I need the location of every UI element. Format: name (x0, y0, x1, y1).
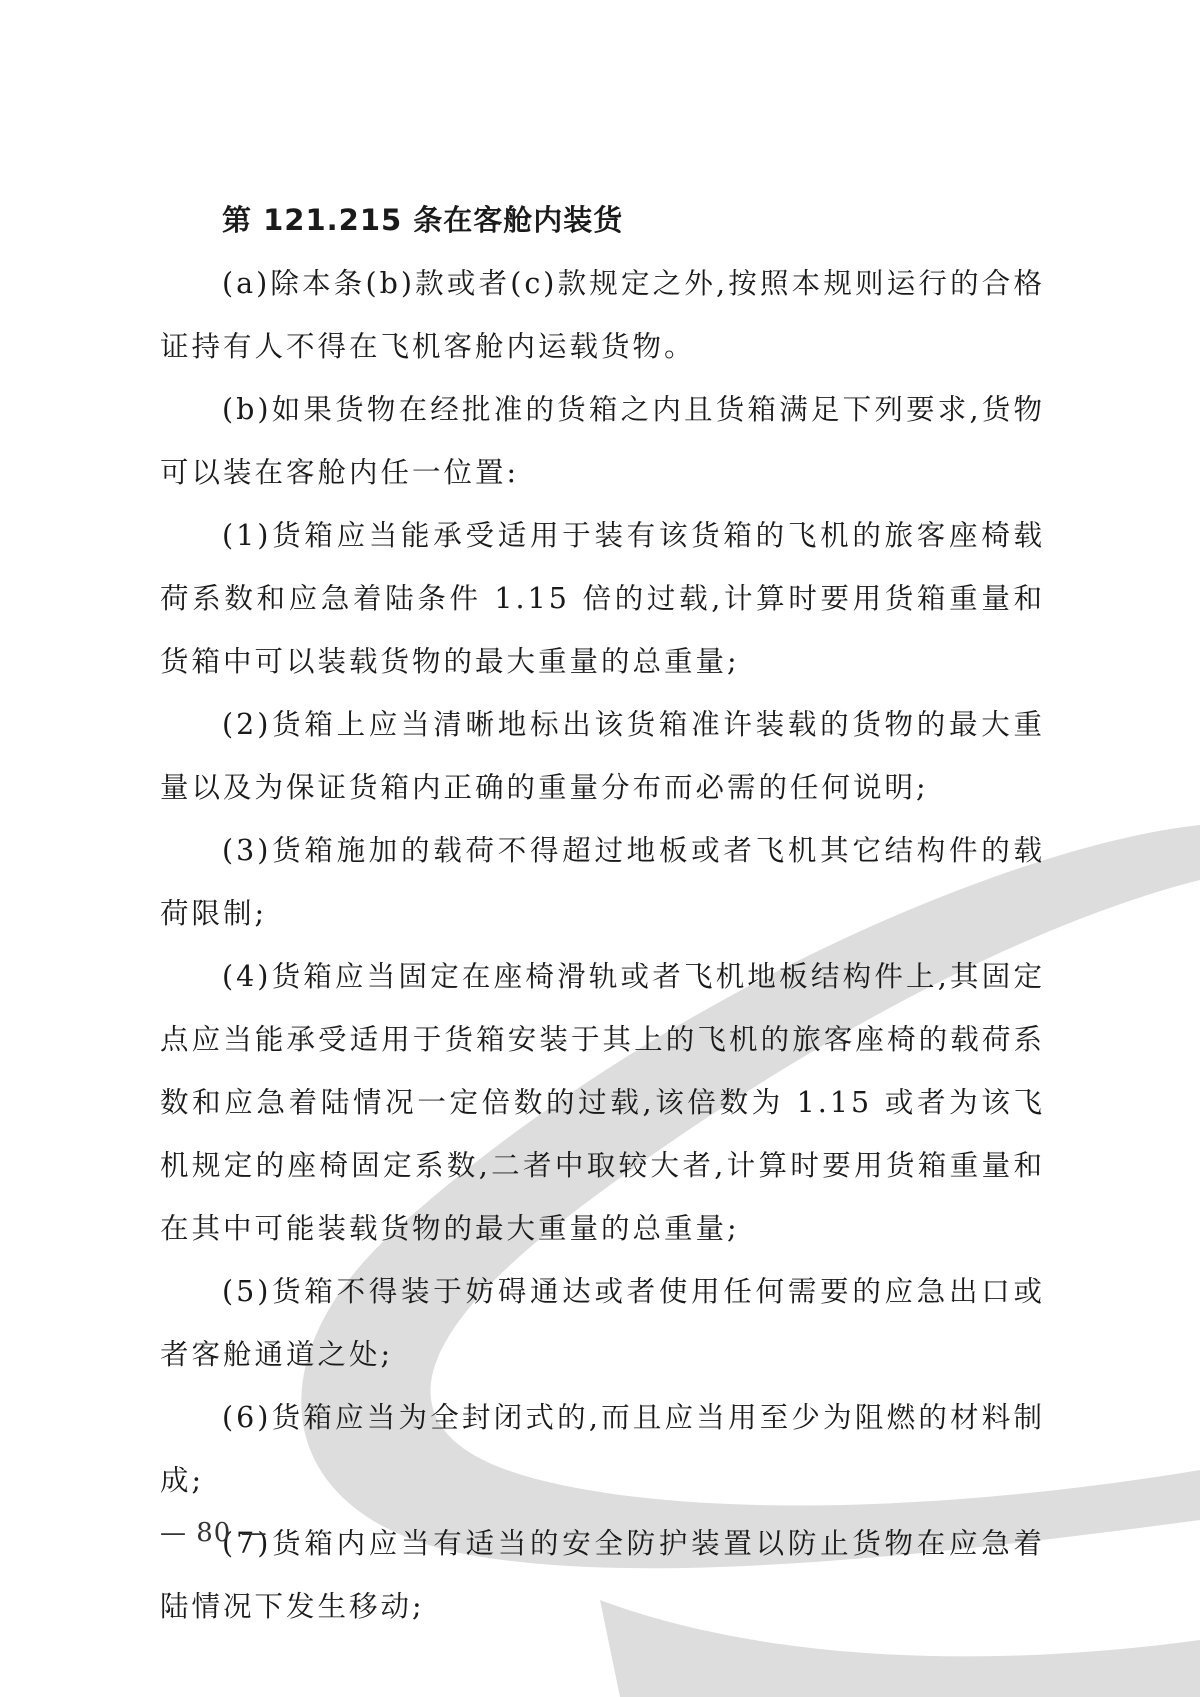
paragraph-a: (a)除本条(b)款或者(c)款规定之外,按照本规则运行的合格证持有人不得在飞机客舱内运载货物。 (160, 267, 1045, 363)
paragraph-item-7: (7)货箱内应当有适当的安全防护装置以防止货物在应急着陆情况下发生移动; (160, 1527, 1045, 1623)
paragraph-item-1: (1)货箱应当能承受适用于装有该货箱的飞机的旅客座椅载荷系数和应急着陆条件 1.15 倍的过载,计算时要用货箱重量和货箱中可以装载货物的最大重量的总重量; (160, 519, 1045, 678)
document-body (160, 200, 1045, 1638)
article-heading: 第 121.215 条在客舱内装货 (222, 203, 624, 237)
paragraph-b: (b)如果货物在经批准的货箱之内且货箱满足下列要求,货物可以装在客舱内任一位置: (160, 393, 1045, 489)
paragraph-item-5: (5)货箱不得装于妨碍通达或者使用任何需要的应急出口或者客舱通道之处; (160, 1275, 1045, 1371)
paragraph-item-6: (6)货箱应当为全封闭式的,而且应当用至少为阻燃的材料制成; (160, 1401, 1045, 1497)
page-number: — 80 — (160, 1518, 268, 1548)
paragraph-item-2: (2)货箱上应当清晰地标出该货箱准许装载的货物的最大重量以及为保证货箱内正确的重量分布而必需的任何说明; (160, 708, 1045, 804)
paragraph-item-3: (3)货箱施加的载荷不得超过地板或者飞机其它结构件的载荷限制; (160, 834, 1045, 930)
paragraph-item-4: (4)货箱应当固定在座椅滑轨或者飞机地板结构件上,其固定点应当能承受适用于货箱安装于其上的飞机的旅客座椅的载荷系数和应急着陆情况一定倍数的过载,该倍数为 1.15 或者为该飞机规定的座椅固定系数,二者中取较大者,计算时要用货箱重量和在其中可能装载货物的最大重量的总重量; (160, 960, 1045, 1245)
